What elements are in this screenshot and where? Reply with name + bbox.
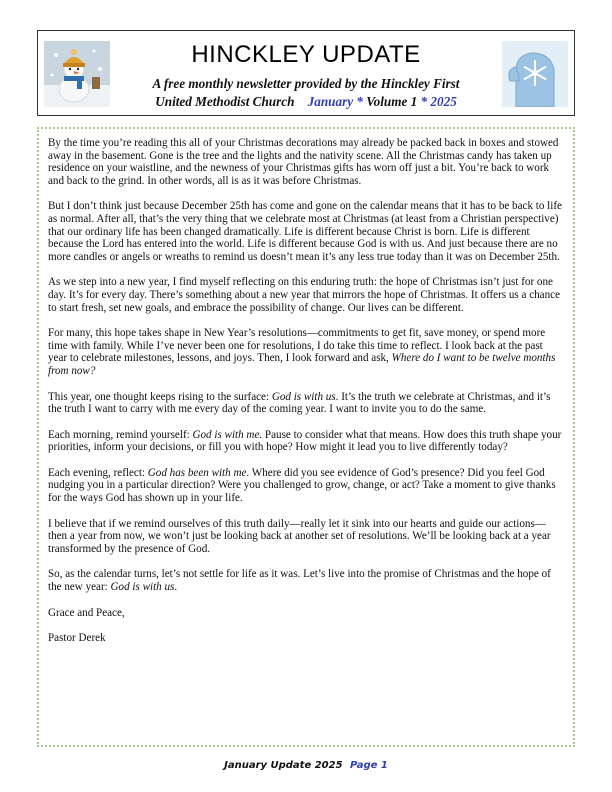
paragraph-8: I believe that if we remind ourselves of this truth daily—really let it sink into our hearts and guide our actions—then a year from now, we won’t just be looking back at another set of resolutions. We’ll be looking back at a year transformed by the presence of God. [48, 517, 551, 555]
issue-separator-1: * [356, 94, 363, 109]
paragraph-7-emphasis: God has been with me [147, 466, 247, 479]
paragraph-7 [48, 467, 563, 505]
paragraph-5-intro: This year, one thought keeps rising to the surface: [48, 390, 272, 403]
paragraph-1: By the time you’re reading this all of your Christmas decorations may already be packed back in boxes and stowed away in the basement. Gone is the tree and the lights and the nativity scene. All the Christmas candy has taken up residence on your waistline, and the newness of your Christmas gifts has worn off just a bit. You’re back to work and back to the grind. In other words, all is as it was before Christmas. [48, 137, 559, 187]
paragraph-6-emphasis: God is with me. [192, 428, 263, 441]
paragraph-9 [48, 568, 563, 593]
page-footer [0, 760, 612, 771]
issue-month: January [307, 94, 354, 109]
paragraph-2: But I don’t think just because December 25th has come and gone on the calendar means that it has to be back to life as normal. After all, that’s the very thing that we celebrate most at Christmas (at least from a Christian perspective) that our ordinary life has been changed dramatically. Life is different because Christ is born. Life is different because the Lord has entered into the world. Life is different because God is with us. And just because there are no more candles or angels or wreaths to remind us doesn’t mean it’s any less true today than it was on December 25th. [48, 200, 562, 263]
paragraph-5 [48, 391, 563, 416]
newsletter-subtitle [124, 75, 488, 111]
subtitle-line-1: A free monthly newsletter provided by the Hinckley First [152, 76, 460, 91]
issue-volume: Volume 1 [366, 94, 418, 109]
masthead [37, 30, 575, 116]
page-number: Page 1 [350, 760, 388, 771]
subtitle-line-2 [124, 93, 488, 111]
paragraph-5-emphasis: God is with us [271, 390, 336, 403]
paragraph-9-rest: . [174, 581, 178, 594]
paragraph-6-intro: Each morning, remind yourself: [48, 428, 193, 441]
paragraph-6-rest: Pause to consider what that means. How does this truth shape your priorities, inform your decisions, or fill you with hope? How might it lead you to live differently today? [48, 428, 562, 454]
paragraph-4-text: For many, this hope takes shape in New Year’s resolutions—commitments to get fit, save money, or spend more time with family. While I’ve never been one for resolutions, I do take this time to reflect. I look back at the past year to celebrate milestones, lessons, and joys. Then, I look forward and ask, [48, 327, 546, 365]
paragraph-9-emphasis: God is with us [110, 581, 175, 594]
paragraph-7-rest: . Where did you see evidence of God’s presence? Did you feel God nudging you in a particular direction? Were you challenged to grow, change, or act? Take a moment to give thanks for the ways God has shown up in your life. [48, 466, 556, 505]
paragraph-5-rest: . It’s the truth we celebrate at Christmas, and it’s the truth I want to carry with me every day of the coming year. I want to invite you to do the same. [48, 390, 551, 416]
footer-label: January Update 2025 [224, 760, 343, 771]
newsletter-title: HINCKLEY UPDATE [191, 41, 421, 68]
paragraph-6 [48, 429, 563, 454]
church-name: United Methodist Church [155, 94, 295, 109]
closing-line: Grace and Peace, [48, 606, 125, 619]
issue-separator-2: * [420, 94, 428, 109]
issue-year: 2025 [430, 94, 457, 109]
paragraph-4-question: Where do I want to be twelve months from now? [48, 352, 556, 377]
paragraph-3: As we step into a new year, I find myself reflecting on this enduring truth: the hope of Christmas isn’t just for one day. It’s for every day. There’s something about a new year that mirrors the hope of Christmas. It offers us a chance to start fresh, set new goals, and embrace the possibility of change. Our lives can be different. [48, 276, 561, 314]
signature: Pastor Derek [48, 632, 106, 645]
paragraph-9-intro: So, as the calendar turns, let’s not settle for life as it was. Let’s live into the promise of Christmas and the hope of the new year: [48, 568, 551, 594]
paragraph-4 [48, 327, 563, 377]
paragraph-7-intro: Each evening, reflect: [48, 466, 148, 479]
article-body [37, 127, 575, 747]
mitten-snowflake-image [502, 41, 568, 107]
